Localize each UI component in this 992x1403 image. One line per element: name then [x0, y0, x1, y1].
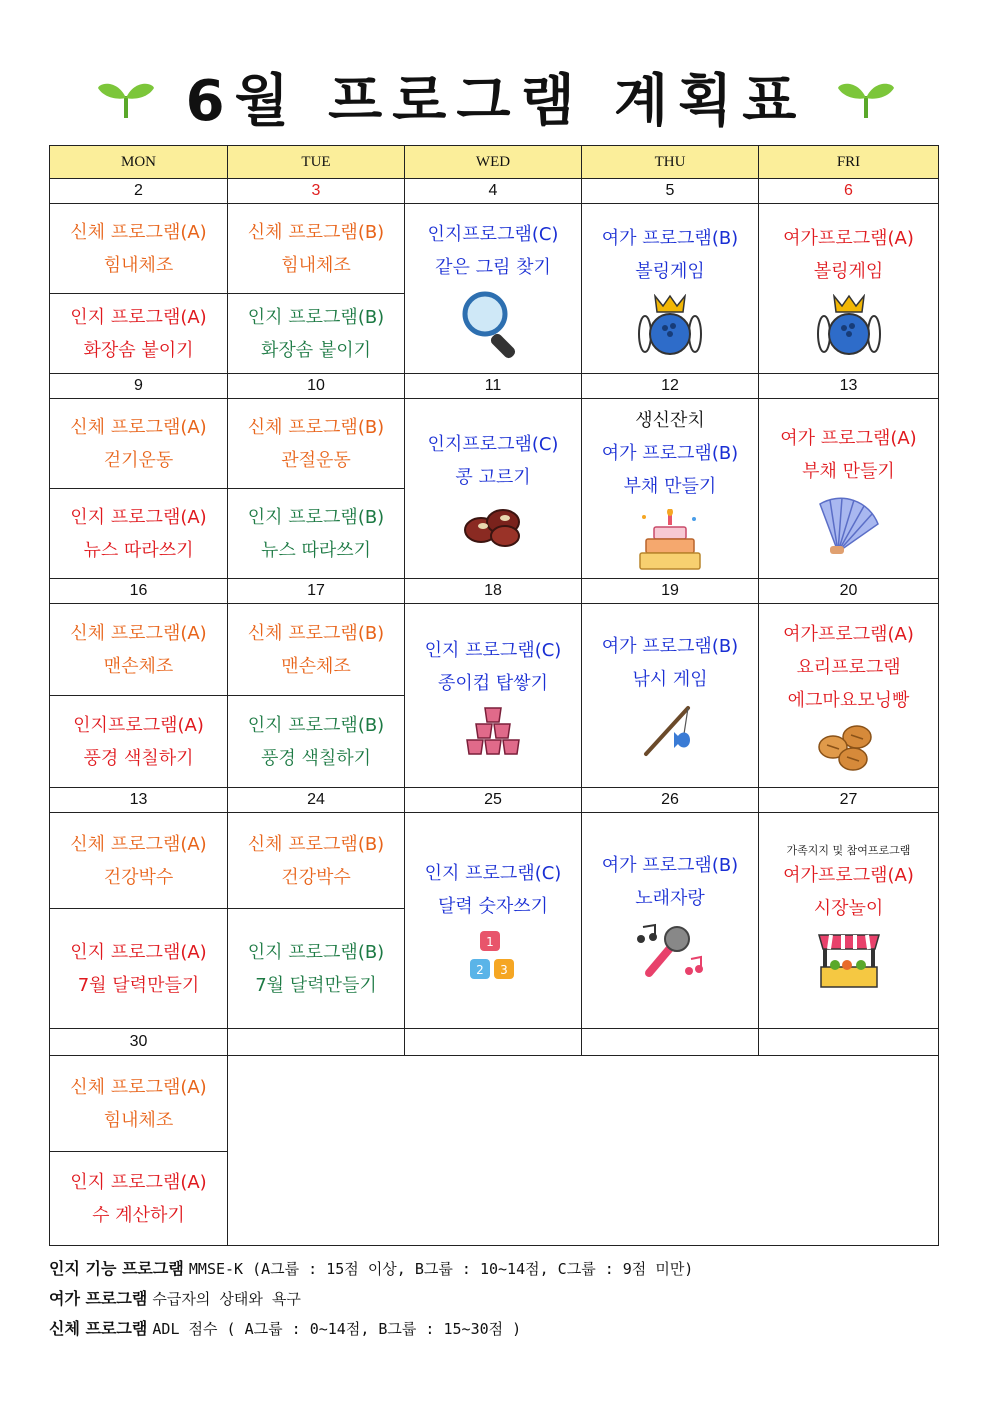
day-header-row — [50, 146, 939, 179]
program-name: 여가 프로그램(B) — [601, 227, 739, 249]
program-cell — [405, 813, 582, 1029]
program-name: 여가 프로그램(B) — [601, 636, 739, 657]
activity-name: 건강박수 — [281, 866, 351, 888]
date-label: 12 — [582, 374, 759, 399]
note-desc: MMSE-K (A그룹 : 15점 이상, B그룹 : 10~14점, C그룹 : 9점 미만) — [188, 1260, 694, 1278]
activity-name: 힘내체조 — [103, 254, 174, 276]
magnifier-icon — [461, 290, 525, 360]
activity-name: 걷기운동 — [103, 449, 174, 471]
svg-text:2: 2 — [476, 962, 484, 977]
program-name: 신체 프로그램(A) — [70, 1076, 207, 1098]
day-header: THU — [582, 146, 759, 179]
program-name: 인지 프로그램(B) — [247, 714, 385, 736]
day-header: FRI — [759, 146, 939, 179]
program-cell — [759, 813, 939, 1029]
program-name: 여가프로그램(A) — [783, 227, 914, 249]
bread-icon — [817, 723, 881, 773]
activity-name: 달력 숫자쓰기 — [437, 895, 549, 917]
day-header: WED — [405, 146, 582, 179]
note-line — [49, 1314, 949, 1344]
program-name: 인지 프로그램(B) — [247, 306, 385, 328]
date-label: 25 — [405, 788, 582, 813]
program-cell — [50, 604, 228, 696]
program-name: 인지 프로그램(A) — [70, 1171, 207, 1193]
cake-icon — [638, 509, 702, 573]
program-cell — [228, 909, 405, 1029]
program-name: 인지프로그램(C) — [427, 224, 559, 245]
program-cell — [405, 204, 582, 374]
activity-name: 맨손체조 — [281, 655, 351, 677]
note-label: 신체 프로그램 — [49, 1319, 148, 1338]
blocks-icon — [468, 929, 518, 985]
activity-name: 관절운동 — [281, 449, 351, 471]
date-label-empty — [759, 1029, 939, 1056]
activity-name: 화장솜 붙이기 — [83, 339, 194, 361]
activity-name: 같은 그림 찾기 — [435, 257, 551, 278]
program-cell — [50, 489, 228, 579]
event-name: 생신잔치 — [635, 410, 705, 431]
page-title: 6월 프로그램 계획표 — [185, 69, 807, 134]
program-name: 신체 프로그램(A) — [70, 221, 207, 243]
activity-name: 화장솜 붙이기 — [260, 339, 372, 361]
note-line — [49, 1284, 949, 1314]
date-label: 27 — [759, 788, 939, 813]
program-name: 신체 프로그램(B) — [247, 622, 385, 644]
activity-name: 뉴스 따라쓰기 — [260, 539, 372, 561]
date-label: 5 — [582, 179, 759, 204]
activity-name: 뉴스 따라쓰기 — [83, 539, 194, 561]
program-cell — [582, 204, 759, 374]
program-cell — [759, 204, 939, 374]
activity-name: 볼링게임 — [635, 260, 705, 282]
program-cell — [50, 294, 228, 374]
program-name: 인지 프로그램(C) — [424, 639, 562, 661]
date-label: 6 — [759, 179, 939, 204]
date-row — [50, 374, 939, 399]
program-name: 신체 프로그램(B) — [247, 416, 385, 438]
activity-name: 건강박수 — [103, 866, 174, 888]
program-cell — [50, 909, 228, 1029]
activity-name: 볼링게임 — [813, 260, 884, 282]
activity-name: 7월 달력만들기 — [77, 974, 200, 996]
program-name: 인지프로그램(A) — [73, 714, 204, 736]
date-label: 13 — [50, 788, 228, 813]
date-label: 19 — [582, 579, 759, 604]
activity-name: 부채 만들기 — [802, 460, 895, 482]
program-name: 신체 프로그램(B) — [247, 833, 385, 855]
fishing-icon — [642, 702, 698, 758]
program-cell — [759, 399, 939, 579]
program-name: 여가 프로그램(A) — [780, 427, 917, 449]
date-label: 20 — [759, 579, 939, 604]
date-label: 2 — [50, 179, 228, 204]
date-label: 30 — [50, 1029, 228, 1056]
activity-name: 부채 만들기 — [623, 476, 717, 497]
day-header: TUE — [228, 146, 405, 179]
date-label-empty — [582, 1029, 759, 1056]
activity-name: 힘내체조 — [281, 254, 351, 276]
program-name: 신체 프로그램(B) — [247, 221, 385, 243]
market-stall-icon — [817, 931, 881, 989]
activity-name: 수 계산하기 — [92, 1204, 185, 1226]
date-label: 16 — [50, 579, 228, 604]
program-name: 인지 프로그램(B) — [247, 941, 385, 963]
program-name: 여가 프로그램(B) — [601, 855, 739, 876]
date-label: 24 — [228, 788, 405, 813]
note-desc: ADL 점수 ( A그룹 : 0~14점, B그룹 : 15~30점 ) — [152, 1320, 522, 1338]
legend-notes — [49, 1254, 949, 1344]
schedule-table — [49, 145, 939, 1246]
program-name: 여가프로그램(A) — [783, 624, 914, 645]
sprout-icon — [96, 74, 156, 120]
program-cell — [228, 696, 405, 788]
program-cell — [228, 489, 405, 579]
date-label: 17 — [228, 579, 405, 604]
note-desc: 수급자의 상태와 욕구 — [152, 1290, 301, 1308]
activity-name: 콩 고르기 — [455, 466, 531, 488]
empty-area — [228, 1056, 939, 1246]
program-cell — [582, 399, 759, 579]
day-header: MON — [50, 146, 228, 179]
svg-text:1: 1 — [486, 934, 494, 949]
activity-name: 낚시 게임 — [632, 669, 708, 690]
date-label: 18 — [405, 579, 582, 604]
note-line — [49, 1254, 949, 1284]
activity-name: 맨손체조 — [103, 655, 174, 677]
date-row — [50, 579, 939, 604]
program-cell — [228, 604, 405, 696]
date-row — [50, 788, 939, 813]
activity-name: 풍경 색칠하기 — [260, 747, 372, 769]
note-label: 여가 프로그램 — [49, 1289, 148, 1308]
program-cell — [50, 1056, 228, 1152]
title-row — [0, 62, 992, 132]
date-label-empty — [228, 1029, 405, 1056]
date-row — [50, 1029, 939, 1056]
program-cell — [405, 604, 582, 788]
program-name: 여가프로그램(A) — [783, 865, 914, 886]
program-name: 인지 프로그램(A) — [70, 506, 207, 528]
program-cell — [759, 604, 939, 788]
date-label: 26 — [582, 788, 759, 813]
note-label: 인지 기능 프로그램 — [49, 1259, 184, 1278]
fan-icon — [816, 494, 882, 556]
activity-name: 요리프로그램 — [796, 657, 901, 678]
sprout-icon — [836, 74, 896, 120]
microphone-icon — [635, 921, 705, 981]
date-label: 13 — [759, 374, 939, 399]
date-label: 3 — [228, 179, 405, 204]
date-label-empty — [405, 1029, 582, 1056]
activity-name: 7월 달력만들기 — [255, 974, 377, 996]
program-name: 인지프로그램(C) — [427, 433, 559, 455]
program-cell — [405, 399, 582, 579]
date-label: 4 — [405, 179, 582, 204]
program-name: 신체 프로그램(A) — [70, 622, 207, 644]
activity-name: 힘내체조 — [103, 1109, 174, 1131]
program-name: 인지 프로그램(B) — [247, 506, 385, 528]
bowling-icon — [637, 294, 703, 356]
program-cell — [50, 813, 228, 909]
activity-detail: 에그마요모닝빵 — [787, 690, 910, 711]
program-name: 신체 프로그램(A) — [70, 416, 207, 438]
program-cell — [228, 813, 405, 909]
date-label: 11 — [405, 374, 582, 399]
cups-icon — [463, 706, 523, 758]
program-name: 신체 프로그램(A) — [70, 833, 207, 855]
program-cell — [228, 294, 405, 374]
date-label: 9 — [50, 374, 228, 399]
program-name: 여가 프로그램(B) — [601, 443, 739, 464]
activity-name: 풍경 색칠하기 — [83, 747, 194, 769]
activity-name: 시장놀이 — [813, 898, 884, 919]
activity-name: 종이컵 탑쌓기 — [437, 672, 549, 694]
beans-icon — [461, 500, 525, 550]
program-cell — [50, 399, 228, 489]
program-cell — [228, 204, 405, 294]
program-name: 인지 프로그램(C) — [424, 862, 562, 884]
program-cell — [582, 604, 759, 788]
bowling-icon — [816, 294, 882, 356]
date-label: 10 — [228, 374, 405, 399]
date-row — [50, 179, 939, 204]
program-cell — [50, 696, 228, 788]
activity-name: 노래자랑 — [635, 888, 705, 909]
program-note: 가족지지 및 참여프로그램 — [786, 844, 911, 857]
program-cell — [228, 399, 405, 489]
program-cell — [50, 1152, 228, 1246]
program-cell — [582, 813, 759, 1029]
program-cell — [50, 204, 228, 294]
svg-text:3: 3 — [500, 962, 508, 977]
program-name: 인지 프로그램(A) — [70, 306, 207, 328]
program-name: 인지 프로그램(A) — [70, 941, 207, 963]
